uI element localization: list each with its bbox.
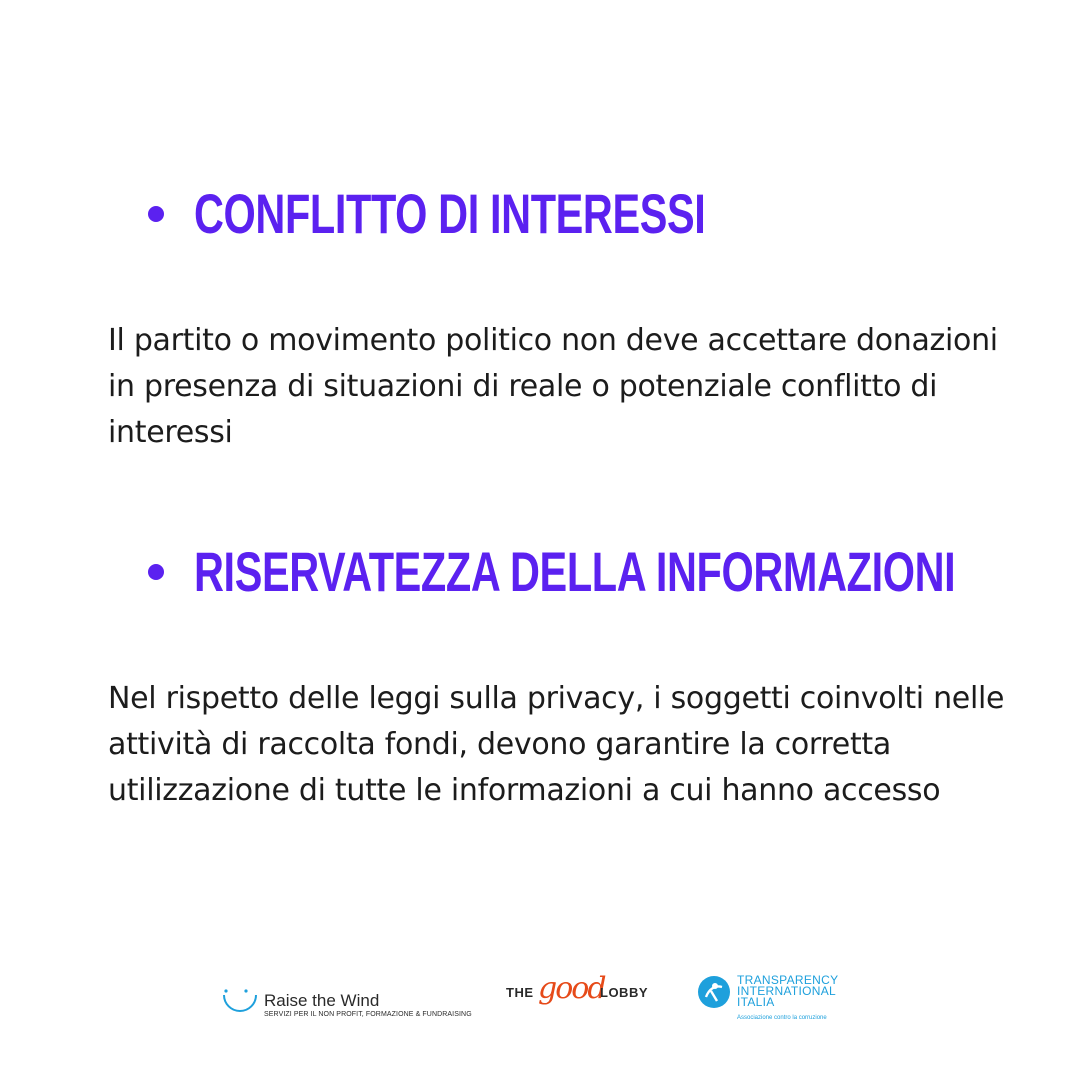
raise-the-wind-tagline: SERVIZI PER IL NON PROFIT, FORMAZIONE & FUNDRAISING — [264, 1011, 472, 1018]
good-lobby-lobby: LOBBY — [600, 985, 648, 1000]
heading-title: RISERVATEZZA DELLA INFORMAZIONI — [194, 540, 956, 603]
good-lobby-good: good — [538, 971, 605, 1006]
good-lobby-the: THE — [506, 985, 534, 1000]
raise-the-wind-arc-icon — [220, 987, 260, 1021]
section-body-privacy: Nel rispetto delle leggi sulla privacy, i soggetti coinvolti nelle attività di raccolta fondi, devono garantire la corretta utilizzazione di tutte le informazioni a cui hanno accesso — [108, 681, 1005, 808]
section-body-conflict: Il partito o movimento politico non deve accettare donazioni in presenza di situazioni di reale o potenziale conflitto di interessi — [108, 323, 998, 450]
raise-the-wind-logo — [220, 987, 470, 1023]
section-heading-privacy — [148, 539, 1080, 604]
heading-title: CONFLITTO DI INTERESSI — [194, 182, 706, 245]
transparency-globe-icon — [697, 975, 731, 1009]
transparency-subtitle: Associazione contro la corruzione — [737, 1015, 827, 1021]
transparency-line-1: TRANSPARENCY — [737, 973, 839, 987]
bullet-icon — [148, 564, 164, 580]
bullet-icon — [148, 206, 164, 222]
transparency-line-2: INTERNATIONAL — [737, 984, 837, 998]
raise-the-wind-name: Raise the Wind — [264, 991, 380, 1010]
transparency-international-logo — [697, 973, 857, 1029]
transparency-line-3: ITALIA — [737, 995, 775, 1009]
partner-logos — [0, 965, 1080, 1035]
the-good-lobby-logo — [504, 969, 648, 1021]
section-heading-conflict — [148, 181, 885, 246]
